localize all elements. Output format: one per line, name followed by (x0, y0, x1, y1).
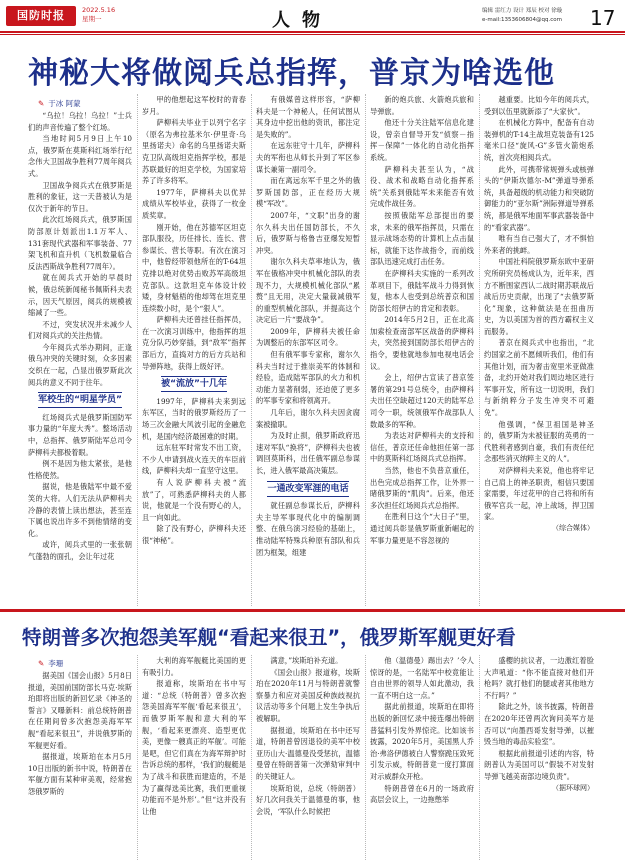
article1-column-3 (256, 94, 360, 606)
paragraph: 满意，”埃斯珀补充道。 (270, 656, 343, 665)
paragraph: 萨柳科夫还曾挂任指挥员，在一次演习训练中，他指挥的坦克分队巧妙穿插，到“敌军”指挥部后方，直捣对方的后方兵站和导弹阵地，获得上级好评。 (142, 315, 246, 371)
paragraph: 普京在阅兵式中也指出，“北约国家之前不愿倾听我们，他们有其他计划，而为奢击宽里米亚做准备，北约开始对我们周边地区进行军事开发，所有这一切说明，我们与新纳粹分子发生冲突不可避免”。 (484, 338, 594, 418)
section-title: 人物 (272, 10, 332, 31)
editor-names: 编辑 雷红力 设计 郑辰 校对 徐璇 (482, 8, 563, 14)
paragraph: 越重要。比如今年的阅兵式，受到以伍里就新添了“大家伙”。 (484, 95, 594, 116)
paragraph: 不过，突发状况并未减少人们对阅兵式的关注热情。 (28, 319, 132, 341)
masthead-logo: 国防时报 (6, 6, 76, 26)
paragraph: 2007年，“文职”出身的谢尔久科夫出任国防部长，不久后，俄罗斯与格鲁吉亚爆发短暂冲突。 (256, 210, 360, 255)
paragraph: 他还十分关注陆军信息化建设，曾亲自督导开发“侦察－指挥－保障”一体化的自动化指挥系统。 (370, 118, 474, 162)
paragraph: 今年阅兵式举办期间，正逢俄乌冲突的关键时刻，众多因素交织在一起，凸显出俄罗斯此次阅兵的意义不同于往年。 (28, 342, 132, 387)
paragraph: 埃斯珀说，总统（特朗普）好几次问我关于温德曼的事，他会说，‘军队什么时候把 (256, 783, 360, 816)
paragraph: 除了没有野心，萨柳科夫还很“神秘”。 (142, 524, 246, 545)
paragraph: 新的炮兵旅、火箭炮兵旅和导弹旅。 (370, 95, 474, 116)
paragraph: 当地时间5月9日上午10点，俄罗斯在莫斯科红场举行纪念伟大卫国战争胜利77周年阅兵式。 (28, 134, 132, 178)
paragraph: 《国会山报》报道称，埃斯珀在2020年11月与特朗普就警察暴力和应对美国反种族歧视抗议活动等多个问题上发生争执后被解职。 (256, 667, 360, 723)
paragraph: 按照俄陆军总部提出的要求，未来的俄军指挥员，只需在显示战场态势的计算机上点击鼠标，就能下达作战指令，而前线部队迅速完成打击任务。 (370, 210, 474, 267)
article1-author: 于冰 阿蒙 (48, 99, 81, 108)
paragraph: 大利的海军舰艇比美国的更有吸引力。 (142, 656, 246, 677)
paragraph: 卫国战争阅兵式在俄罗斯是胜利的象征，这一天普被认为是仅次于新年的节日。 (28, 180, 132, 213)
editor-email: e-mail:1353606804@qq.com (482, 17, 562, 23)
paragraph: 在胜利日这个“大日子”里，通过阅兵彰显俄罗斯重新崛起的军事力量更是不容忽视的 (370, 512, 474, 545)
paragraph: 在机械化方阵中，配备有自动装弹机的T-14主战坦克装备有125毫米口径“旋风-G”多管火箭炮系统，首次亮相阅兵式。 (484, 118, 594, 162)
paragraph: 此次红场阅兵式，俄罗斯国防部原计划派出1.1万军人、131套现代武器和军事装备、77架飞机和直升机（飞机数量临合反法西斯战争胜利77周年）。 (28, 215, 132, 271)
paragraph: 对萨柳科夫来说，他也将牢记自己肩上的神圣职责，相信只要国家需要，年过花甲的自己将和所有俄军官兵一起，冲上战场，捍卫国家。 (484, 466, 594, 522)
paragraph: 唯有当自己强大了，才不惧怕外来者的挑衅。 (484, 234, 594, 255)
paragraph: 特朗普曾在6月的一场政府高层会议上，一边拖憋举 (370, 783, 474, 805)
article2-column-1 (28, 670, 132, 860)
article2-column-4 (370, 655, 474, 860)
paragraph: 为及时止损，俄罗斯政府迅速对军队“换将”，萨柳科夫也被调回莫斯科，出任俄军副总参谋长，进入俄军最高决策层。 (256, 431, 360, 475)
paragraph: 据报道，埃斯珀在书中还写道，特朗普曾因退役的美军中校亚历山大·温德曼没受惩抗，温德曼曾在特朗普第一次弹劾审判中的关键证人。 (256, 725, 360, 781)
column-divider (479, 655, 480, 860)
paragraph: 为表达对萨柳科夫的支持和信任，普京还任命他担任第一部中的莫斯科红场阅兵式总指挥。 (370, 431, 474, 464)
subheading (256, 484, 360, 496)
header-rule (0, 31, 625, 33)
article1-column-5 (484, 94, 594, 606)
paragraph: 中国社科院俄罗斯东欧中亚研究所研究员杨成认为，近年来，西方不断围家西认二战时期苏联战后战后历史贡献，出现了“去俄罗斯化”现象，这种做法是在扭曲历史，为以美国为首的西方霸权主义而服务。 (484, 257, 594, 336)
article2-column-2 (142, 655, 246, 860)
paragraph: 远东驻军时常发不出工资，不少人申请到战火连天的车臣前线，萨柳科夫却一直坚守这里。 (142, 443, 246, 476)
paragraph: 萨柳科夫毕业于以列宁名字（原名为弗拉基米尔·伊里奇·乌里扬诺夫）命名的乌里扬诺夫斯克卫队高级坦克指挥学校，那是苏联最好的坦克学校，为国家培养了许多将军。 (142, 118, 246, 186)
article-divider (0, 609, 625, 612)
paragraph: 谢尔久科夫草率地认为，俄军在俄格冲突中机械化部队的表现不力，大规模机械化部队“累赘”且无用，决定大量裁减俄军的重型机械化部队，并提高这个决定后一片“要战争”。 (256, 257, 360, 325)
page-number: 17 (590, 6, 616, 30)
column-divider (137, 655, 138, 860)
subheading-text: 一通改变军涯的电话 (267, 481, 348, 497)
article1-headline: 神秘大将做阅兵总指挥，普京为啥选他 (28, 56, 555, 91)
article1-byline (38, 98, 81, 109)
subheading-text: 军校生的“明星学员” (38, 392, 122, 408)
paragraph: 据此前报道，埃斯珀在即将出版的新回忆录中接连爆出特朗普猛料引发外界惊诧。比如该书披露，2020年5月，美国黑人乔治·弗洛伊德被白人警察跪压致死引发示威，特朗普竟一度打算面对示威群众开枪。 (370, 702, 474, 781)
paragraph: 除此之外，该书披露，特朗普在2020年还曾两次询问美军方是否可以“向墨西哥发射导弹，以摧毁当地的毒品实验室”。 (484, 702, 594, 747)
paragraph: 他强调，“保卫祖国是神圣的，俄罗斯为未被征服的英勇的一代胜利者感到自豪，我们有责任纪念那些消灭纳粹主义的人”。 (484, 419, 594, 464)
subheading (142, 379, 246, 391)
paragraph: 例不是因为他太紧张，是他性格使然。 (28, 459, 132, 480)
paragraph: 但有俄军事专家称，谢尔久科夫当时过于推崇美军的体制和经验，造成陆军部队的火力和机动能力显著削弱，还迫使了更多的军事专家和将领离开。 (256, 350, 360, 406)
paragraph: 甲的他想起这军校时的青春岁月。 (142, 95, 246, 116)
paragraph: 根据此前报道引述的内容，特朗普认为美国可以“假装不对发射导弹飞越美南部边境负责”。 (484, 748, 594, 781)
paragraph: 报道称，埃斯珀在书中写道：“总统（特朗普）曾多次抱怨美国海军军舰‘看起来很丑’，而俄罗斯军舰和意大利的军舰，‘看起来更漂亮、造型更优美，更像一艘真正的军舰’。可能是吧，但它们真在为海军辩护时告诉总统的那样，‘我们的舰艇是为了战斗和获胜而建造的，不是为了赢得选美比赛，我们更重视功能而不是外形’。”但“这并没有让他 (142, 679, 246, 816)
paragraph: 2014年5月2日，正在北高加索检查南部军区战备的萨柳科夫，突然接到国防部长绍伊古的指令，要他就地参加电视电话会议。 (370, 315, 474, 371)
paragraph: 就任副总参谋长后，萨柳科夫主导军事现代化中的编制调整、在俄乌演习经验的基础上，推动陆军特殊兵种原有部队和兵团为框架，组建 (256, 501, 360, 557)
column-divider (365, 94, 366, 606)
paragraph: 1977年，萨柳科夫以优异成绩从军校毕业，获得了一枚金质奖章。 (142, 187, 246, 220)
paragraph: 2009年，萨柳科夫被任命为调整后的东部军区司令。 (256, 326, 360, 348)
paragraph: 1997年，萨柳科夫来到远东军区，当时的俄罗斯经历了一场三次金融大风波引起的金融危机，是国内经济最困难的时期。 (142, 396, 246, 441)
paragraph: 据美国《国会山报》5月8日报道，美国前国防部长马克·埃斯珀即将出版的新回忆录《神圣的誓言》又曝新料：前总统特朗普在任期间曾多次抱怨美海军军舰“看起来很丑”，并说俄罗斯的军舰更好看。 (28, 671, 132, 750)
pen-icon: ✎ (38, 99, 45, 108)
paragraph: 盛樱的抗议者，一边激红着脸大声吼道：“你不能直接对他们开枪吗？就打他们的腿或者其他地方不行吗？” (484, 656, 594, 700)
paragraph: 而在离远东军千里之外的俄罗斯国防部，正在经历大规模“军改”。 (256, 176, 360, 209)
paragraph: 在萨柳科夫实施的一系列改革项目下，俄陆军战斗力得到恢复，他本人也受到总统普京和国防部长绍伊古的肯定和表彰。 (370, 268, 474, 313)
column-divider (479, 94, 480, 606)
article1-column-4 (370, 94, 474, 606)
subheading-text: 被“流放”十几年 (161, 376, 227, 392)
paragraph: 有人说萨柳科夫被“流放”了，可熟悉萨柳科夫的人都说，他就是一个没有野心的人，且一向如此。 (142, 478, 246, 522)
article2-byline (38, 658, 63, 669)
article2-headline: 特朗普多次抱怨美军舰“看起来很丑”，俄罗斯军舰更好看 (22, 626, 516, 649)
column-divider (137, 94, 138, 606)
column-divider (251, 94, 252, 606)
editor-credits (482, 7, 587, 25)
paragraph: 刚开始，他在苏德军区坦克部队服役，历任排长、连长、营参谋长、营长等职。有次在演习中，他曾经带领他所在的T-64坦克排以绝对优势击败苏军高级坦克部队。这款坦克车体设计较矮，身材魁梧的他却驾在坦克里连续数小时，是个“狠人”。 (142, 222, 246, 313)
article1-column-1 (28, 110, 132, 606)
source-credit: （据环球网） (552, 783, 594, 792)
column-divider (365, 655, 366, 860)
subheading (28, 395, 132, 407)
paragraph: 当然，他也不负普京重任，出色完成总指挥工作，让外界一睹俄罗斯的“肌肉”。后来，他还多次担任红场阅兵式总指挥。 (370, 466, 474, 510)
paragraph: 此外，可携带常规弹头或核弹头的“伊斯坎德尔-M”弹道导弹系统，具备超级的机动能力和突破防御能力的“亚尔斯”洲际弹道导弹系统，都是俄军地面军事武器装备中的“看家武器”。 (484, 164, 594, 232)
paragraph: 就在阅兵式开始的早晨时候，俄总统新闻秘书佩斯科夫表示，因天气原因，阅兵的规模被缩减了一些。 (28, 273, 132, 318)
paragraph: 有俄媒曾这样形容，“萨柳科夫是一个神秘人，任何试图从其身边中挖出他的资讯，都注定是失败的”。 (256, 95, 360, 139)
issue-weekday: 星期一 (82, 15, 102, 23)
column-divider (251, 655, 252, 860)
page-header (0, 0, 625, 32)
paragraph: 或许，阅兵式里的一张张朝气蓬勃的面孔，会让年过花 (28, 540, 132, 561)
paragraph: 会上，绍伊古宣读了普京签署的第291号总统令，由萨柳科夫出任空缺超过120天的陆军总司令一职，统领俄军作战部队人数最多的军种。 (370, 373, 474, 429)
paragraph: 他（温德曼）踢出去？’令人惊讶的是，一名陆军中校竟能让自由世界的领导人如此激动，我一直不明白这一点。” (370, 656, 474, 700)
article2-column-3 (256, 655, 360, 860)
issue-date: 2022.5.16 (82, 6, 116, 14)
paragraph: “乌拉！乌拉！乌拉！”士兵们的声音传遍了整个红场。 (28, 111, 132, 132)
source-credit: （综合媒体） (552, 523, 594, 532)
pen-icon: ✎ (38, 659, 45, 668)
paragraph: 据报道，埃斯珀在本月5月10日出版的新书中说，特朗普在军舰方面有某种审美观，经常抱怨俄罗斯的 (28, 752, 132, 796)
paragraph: 萨柳科夫甚至认为，“战役、战术和战略自动化指挥系统”关系到俄陆军未来能否有效完成作战任务。 (370, 164, 474, 209)
article2-author: 李珊 (48, 659, 64, 668)
issue-info (82, 6, 115, 24)
article1-column-2 (142, 94, 246, 606)
paragraph: 在远东驻守十几年，萨柳科夫的军衔也从师长升到了军区参谋长兼第一副司令。 (256, 141, 360, 174)
paragraph: 据说，他是俄陆军中最不爱笑的大将。人们无法从萨柳科夫冷静的表情上读出想法，甚至连下属也说出许多不到他情绪的变化。 (28, 482, 132, 538)
paragraph: 红场阅兵式是俄罗斯国防军事力量的“年度大秀”。整场活动中，总指挥、俄罗斯陆军总司令萨柳科夫都极着眼。 (28, 412, 132, 457)
header-rule-thin (0, 34, 625, 35)
paragraph: 几年后，谢尔久科夫因贪腐案被撤职。 (256, 408, 360, 429)
article2-column-5 (484, 655, 594, 860)
